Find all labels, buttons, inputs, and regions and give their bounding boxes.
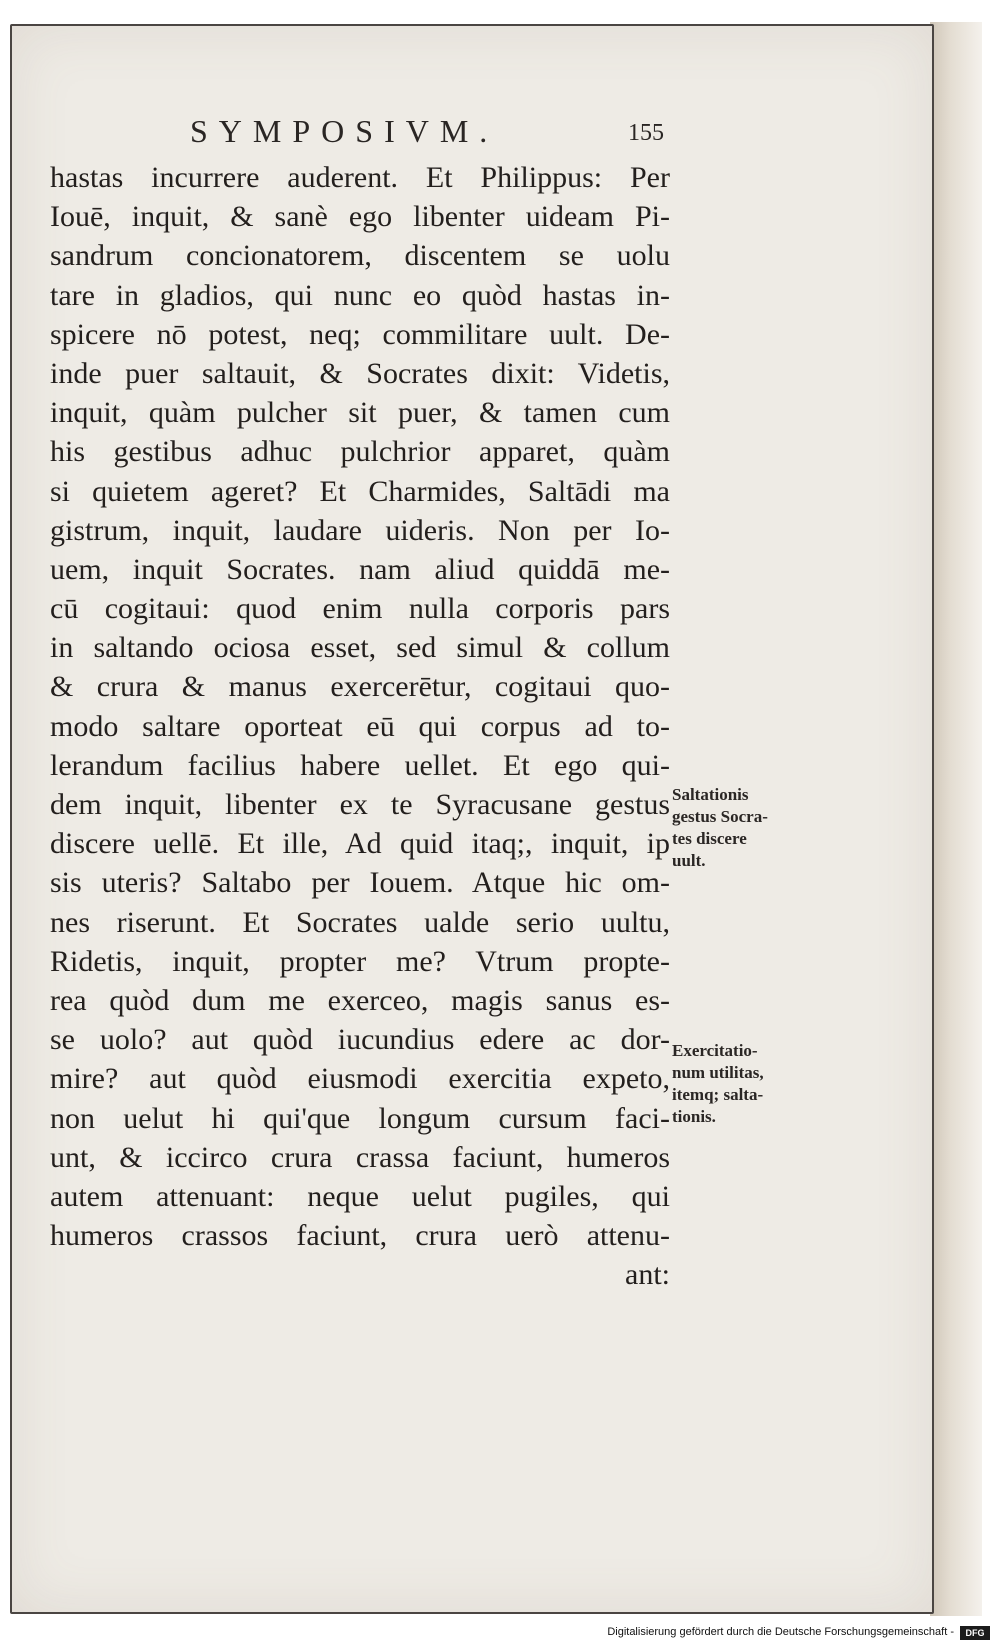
text-line: modo saltare oporteat eū qui corpus ad to- xyxy=(50,709,670,743)
dfg-logo: DFG xyxy=(960,1626,990,1640)
text-line: in saltando ociosa esset, sed simul & collum xyxy=(50,631,670,665)
page-number: 155 xyxy=(628,120,664,146)
text-line: nes riserunt. Et Socrates ualde serio uultu, xyxy=(50,905,670,939)
text-line: lerandum facilius habere uellet. Et ego qui- xyxy=(50,748,670,782)
text-line: Iouē, inquit, & sanè ego libenter uideam Pi- xyxy=(50,200,670,234)
marginal-note-line: gestus Socra- xyxy=(672,807,768,826)
text-line: sandrum concionatorem, discentem se uolu xyxy=(50,239,670,273)
text-line: cū cogitaui: quod enim nulla corporis pars xyxy=(50,592,670,626)
text-line: & crura & manus exercerētur, cogitaui quo- xyxy=(50,670,670,704)
text-line: autem attenuant: neque uelut pugiles, qui xyxy=(50,1179,670,1213)
marginal-note-line: itemq; salta- xyxy=(672,1085,764,1104)
running-head: SYMPOSIVM. xyxy=(190,113,499,149)
text-line: discere uellē. Et ille, Ad quid itaq;, inquit, ip xyxy=(50,827,670,861)
text-line: dem inquit, libenter ex te Syracusane gestus xyxy=(50,788,670,821)
text-line: tare in gladios, qui nunc eo quòd hastas in- xyxy=(50,278,670,312)
funding-credit: Digitalisierung gefördert durch die Deutsche Forschungsgemeinschaft - xyxy=(607,1626,954,1638)
text-line: mire? aut quòd eiusmodi exercitia expeto, xyxy=(50,1062,670,1096)
marginal-note-line: uult. xyxy=(672,851,706,870)
text-line: si quietem ageret? Et Charmides, Saltādi ma xyxy=(50,474,670,508)
marginal-note-line: Exercitatio- xyxy=(672,1041,758,1060)
text-line: sis uteris? Saltabo per Iouem. Atque hic om- xyxy=(50,866,670,900)
marginal-note-line: tes discere xyxy=(672,829,747,848)
text-line: uem, inquit Socrates. nam aliud quiddā me- xyxy=(50,552,670,586)
marginal-note-line: num utilitas, xyxy=(672,1063,764,1082)
text-line: non uelut hi qui'que longum cursum faci- xyxy=(50,1101,670,1135)
body-text xyxy=(50,158,670,1294)
marginal-note xyxy=(672,1040,764,1128)
page-edge-shadow xyxy=(930,22,982,1616)
text-line: humeros crassos faciunt, crura uerò attenu- xyxy=(50,1219,670,1253)
text-line: inquit, quàm pulcher sit puer, & tamen cum xyxy=(50,396,670,430)
marginal-note xyxy=(672,784,768,872)
text-line: rea quòd dum me exerceo, magis sanus es- xyxy=(50,983,670,1017)
text-line: gistrum, inquit, laudare uideris. Non per Io- xyxy=(50,513,670,547)
text-line: hastas incurrere auderent. Et Philippus: Per xyxy=(50,161,670,194)
text-line: ant: xyxy=(625,1258,670,1292)
text-line: inde puer saltauit, & Socrates dixit: Videtis, xyxy=(50,356,670,390)
text-line: his gestibus adhuc pulchrior apparet, quàm xyxy=(50,435,670,469)
footer-strip xyxy=(0,1618,1000,1644)
text-line: spicere nō potest, neq; commilitare uult. De- xyxy=(50,317,670,351)
marginal-note-line: Saltationis xyxy=(672,785,749,804)
marginal-note-line: tionis. xyxy=(672,1107,716,1126)
text-line: unt, & iccirco crura crassa faciunt, humeros xyxy=(50,1140,670,1174)
text-line: se uolo? aut quòd iucundius edere ac dor- xyxy=(50,1023,670,1057)
text-line: Ridetis, inquit, propter me? Vtrum propte- xyxy=(50,944,670,978)
